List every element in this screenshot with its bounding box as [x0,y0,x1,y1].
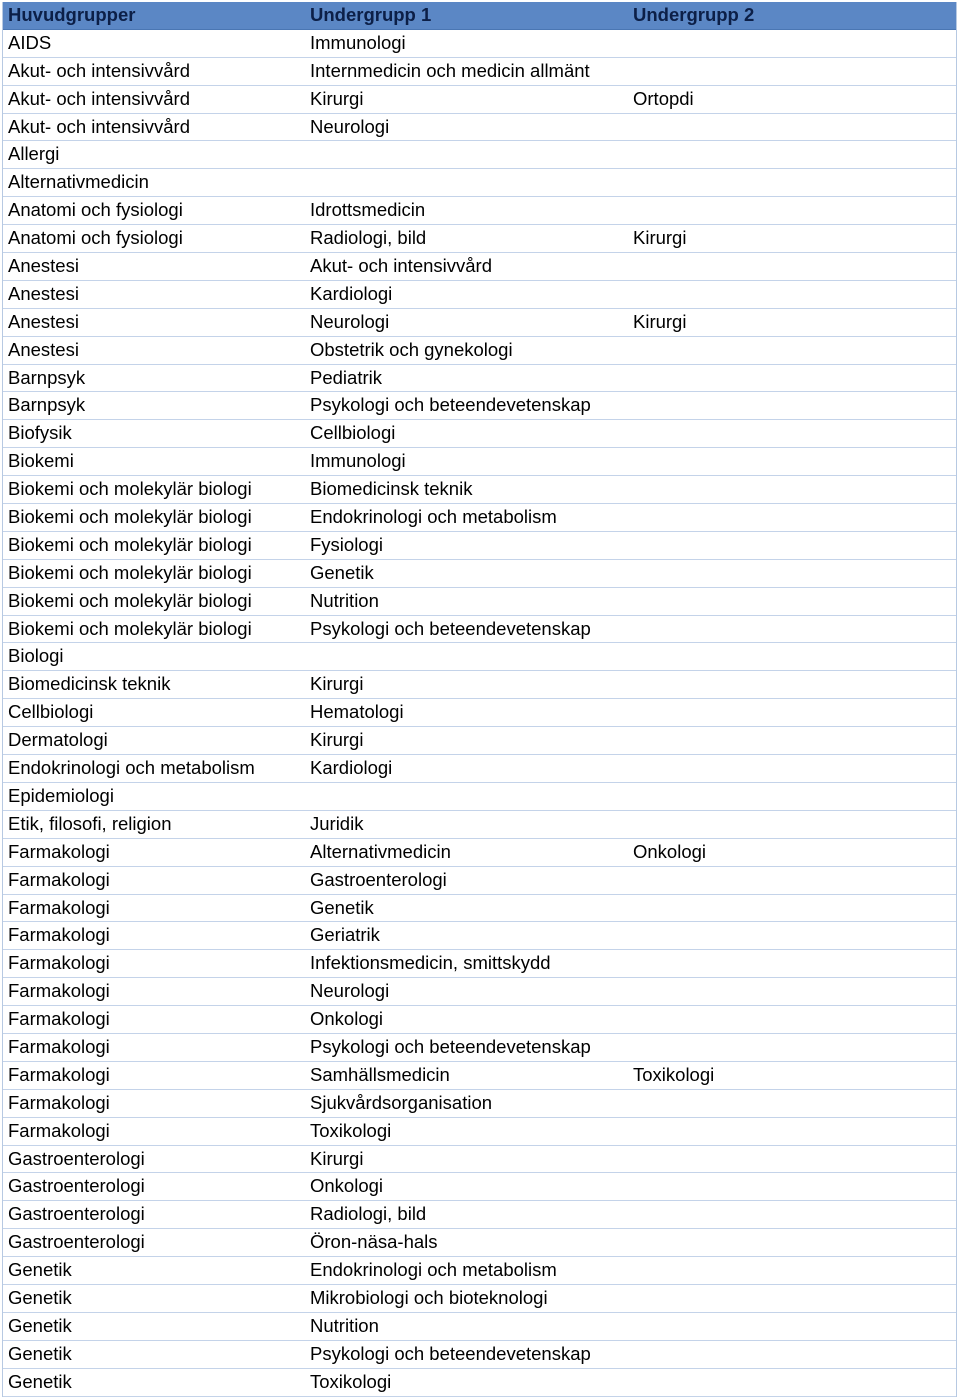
cell-huvudgrupp: Farmakologi [8,1119,110,1141]
cell-undergrupp-1: Toxikologi [310,1119,392,1141]
table-row [3,392,956,420]
cell-undergrupp-1: Neurologi [310,115,390,137]
cell-huvudgrupp: Endokrinologi och metabolism [8,757,255,779]
cell-huvudgrupp: Farmakologi [8,924,110,946]
cell-huvudgrupp: Biokemi och molekylär biologi [8,561,252,583]
cell-undergrupp-2 [628,281,956,308]
table-row [3,1229,956,1257]
cell-undergrupp-1: Biomedicinsk teknik [310,478,473,500]
table-row [3,169,956,197]
cell-undergrupp-1 [305,783,628,810]
cell-huvudgrupp: Farmakologi [8,868,110,890]
cell-undergrupp-2 [628,867,956,894]
cell-huvudgrupp: Gastroenterologi [8,1147,145,1169]
table-row [3,895,956,923]
cell-undergrupp-1: Samhällsmedicin [310,1063,450,1085]
cell-huvudgrupp: Barnpsyk [8,394,86,416]
cell-huvudgrupp: Biokemi och molekylär biologi [8,617,252,639]
cell-undergrupp-2 [628,895,956,922]
cell-huvudgrupp: Farmakologi [8,1008,110,1030]
table-row [3,420,956,448]
table-header-row [3,2,956,30]
table-row [3,811,956,839]
cell-huvudgrupp: Gastroenterologi [8,1175,145,1197]
cell-undergrupp-2 [628,30,956,57]
cell-huvudgrupp: Biokemi och molekylär biologi [8,506,252,528]
table-row [3,783,956,811]
table-row [3,532,956,560]
cell-undergrupp-2 [628,950,956,977]
cell-huvudgrupp: Anestesi [8,310,79,332]
table-row [3,309,956,337]
table-row [3,1173,956,1201]
table-row [3,1369,956,1397]
table-row [3,114,956,142]
table-row [3,699,956,727]
table-row [3,588,956,616]
cell-undergrupp-1: Radiologi, bild [310,227,427,249]
table-row [3,1257,956,1285]
table-row [3,448,956,476]
table-row [3,141,956,169]
table-row [3,867,956,895]
cell-undergrupp-2 [628,727,956,754]
table-row [3,1006,956,1034]
cell-undergrupp-2 [628,1146,956,1173]
cell-undergrupp-2 [628,560,956,587]
table-row [3,476,956,504]
cell-undergrupp-2 [628,755,956,782]
cell-huvudgrupp: AIDS [8,31,52,53]
table-row [3,560,956,588]
cell-undergrupp-2 [628,616,956,643]
cell-undergrupp-2 [628,1034,956,1061]
cell-undergrupp-1: Nutrition [310,589,379,611]
cell-undergrupp-1: Pediatrik [310,366,382,388]
table-row [3,1118,956,1146]
table-row [3,1201,956,1229]
cell-huvudgrupp: Akut- och intensivvård [8,59,191,81]
cell-huvudgrupp: Biomedicinsk teknik [8,673,171,695]
table-row [3,253,956,281]
cell-undergrupp-2 [628,532,956,559]
table-row [3,1090,956,1118]
table-row [3,1285,956,1313]
cell-undergrupp-2 [628,141,956,168]
cell-undergrupp-2 [628,699,956,726]
table-row [3,922,956,950]
cell-huvudgrupp: Farmakologi [8,1063,110,1085]
cell-undergrupp-1: Neurologi [310,310,390,332]
cell-undergrupp-1: Cellbiologi [310,422,396,444]
cell-huvudgrupp: Farmakologi [8,840,110,862]
cell-undergrupp-1: Fysiologi [310,533,383,555]
cell-undergrupp-2 [628,337,956,364]
cell-undergrupp-2 [628,811,956,838]
cell-undergrupp-2 [628,169,956,196]
cell-huvudgrupp: Akut- och intensivvård [8,87,191,109]
cell-undergrupp-2 [628,476,956,503]
cell-huvudgrupp: Cellbiologi [8,701,94,723]
cell-undergrupp-2 [628,1285,956,1312]
cell-undergrupp-2 [628,420,956,447]
table-row [3,671,956,699]
category-table [2,2,957,1397]
cell-huvudgrupp: Farmakologi [8,1091,110,1113]
cell-undergrupp-2 [628,392,956,419]
table-row [3,839,956,867]
cell-undergrupp-2 [628,1369,956,1396]
cell-undergrupp-2 [628,1341,956,1368]
table-row [3,727,956,755]
cell-undergrupp-1 [305,141,628,168]
cell-huvudgrupp: Farmakologi [8,1035,110,1057]
cell-undergrupp-1: Immunologi [310,450,406,472]
cell-huvudgrupp: Barnpsyk [8,366,86,388]
table-row [3,643,956,671]
cell-undergrupp-2: Onkologi [633,840,707,862]
table-row [3,1034,956,1062]
table-row [3,225,956,253]
table-body [3,30,956,1397]
cell-huvudgrupp: Biokemi och molekylär biologi [8,589,252,611]
cell-undergrupp-2: Ortopdi [633,87,694,109]
cell-undergrupp-1: Kirurgi [310,1147,364,1169]
cell-huvudgrupp: Anestesi [8,255,79,277]
cell-undergrupp-2 [628,365,956,392]
cell-undergrupp-2 [628,504,956,531]
cell-undergrupp-2 [628,197,956,224]
cell-undergrupp-2: Toxikologi [633,1063,715,1085]
table-row [3,616,956,644]
cell-undergrupp-2 [628,1118,956,1145]
table-row [3,1062,956,1090]
cell-undergrupp-1: Juridik [310,812,364,834]
cell-huvudgrupp: Gastroenterologi [8,1231,145,1253]
cell-undergrupp-1: Psykologi och beteendevetenskap [310,394,591,416]
cell-undergrupp-2 [628,448,956,475]
cell-undergrupp-2 [628,783,956,810]
table-row [3,365,956,393]
table-row [3,1313,956,1341]
header-undergrupp-2: Undergrupp 2 [633,4,755,25]
cell-huvudgrupp: Allergi [8,143,60,165]
cell-huvudgrupp: Gastroenterologi [8,1203,145,1225]
cell-undergrupp-1 [305,169,628,196]
cell-huvudgrupp: Dermatologi [8,729,108,751]
header-huvudgrupper: Huvudgrupper [8,4,136,25]
cell-undergrupp-2: Kirurgi [633,310,687,332]
table-row [3,1341,956,1369]
table-row [3,30,956,58]
cell-undergrupp-1: Endokrinologi och metabolism [310,1259,557,1281]
cell-undergrupp-2 [628,1229,956,1256]
cell-undergrupp-1: Kirurgi [310,87,364,109]
cell-undergrupp-1: Onkologi [310,1175,384,1197]
table-row [3,197,956,225]
table-row [3,337,956,365]
cell-undergrupp-1: Sjukvårdsorganisation [310,1091,493,1113]
cell-huvudgrupp: Farmakologi [8,952,110,974]
cell-undergrupp-1: Neurologi [310,980,390,1002]
cell-undergrupp-1: Obstetrik och gynekologi [310,338,513,360]
table-row [3,1146,956,1174]
cell-undergrupp-1: Akut- och intensivvård [310,255,493,277]
cell-undergrupp-2 [628,643,956,670]
cell-undergrupp-2 [628,1201,956,1228]
cell-huvudgrupp: Alternativmedicin [8,171,149,193]
cell-huvudgrupp: Biofysik [8,422,72,444]
cell-undergrupp-2 [628,588,956,615]
cell-undergrupp-1: Kardiologi [310,757,393,779]
cell-undergrupp-2 [628,922,956,949]
cell-huvudgrupp: Biokemi och molekylär biologi [8,533,252,555]
cell-huvudgrupp: Anestesi [8,338,79,360]
cell-undergrupp-1: Endokrinologi och metabolism [310,506,557,528]
cell-huvudgrupp: Biokemi och molekylär biologi [8,478,252,500]
cell-huvudgrupp: Anestesi [8,282,79,304]
cell-huvudgrupp: Genetik [8,1286,72,1308]
cell-undergrupp-1 [305,643,628,670]
cell-undergrupp-1: Kardiologi [310,282,393,304]
table-row [3,86,956,114]
cell-undergrupp-2 [628,1173,956,1200]
cell-undergrupp-1: Immunologi [310,31,406,53]
cell-undergrupp-1: Geriatrik [310,924,380,946]
cell-huvudgrupp: Etik, filosofi, religion [8,812,172,834]
cell-undergrupp-1: Kirurgi [310,673,364,695]
cell-undergrupp-1: Onkologi [310,1008,384,1030]
cell-undergrupp-2 [628,58,956,85]
cell-undergrupp-1: Nutrition [310,1314,379,1336]
cell-huvudgrupp: Genetik [8,1370,72,1392]
cell-undergrupp-2 [628,1006,956,1033]
cell-undergrupp-1: Öron-näsa-hals [310,1231,438,1253]
cell-undergrupp-2 [628,978,956,1005]
cell-undergrupp-1: Radiologi, bild [310,1203,427,1225]
cell-undergrupp-2 [628,1257,956,1284]
cell-undergrupp-2 [628,671,956,698]
header-undergrupp-1: Undergrupp 1 [310,4,432,25]
table-row [3,281,956,309]
cell-undergrupp-2 [628,114,956,141]
cell-undergrupp-2 [628,1313,956,1340]
cell-huvudgrupp: Genetik [8,1259,72,1281]
cell-huvudgrupp: Anatomi och fysiologi [8,227,183,249]
cell-undergrupp-2 [628,1090,956,1117]
cell-undergrupp-1: Psykologi och beteendevetenskap [310,1342,591,1364]
cell-undergrupp-1: Infektionsmedicin, smittskydd [310,952,551,974]
cell-undergrupp-1: Idrottsmedicin [310,199,426,221]
cell-undergrupp-1: Genetik [310,561,374,583]
cell-undergrupp-1: Kirurgi [310,729,364,751]
cell-huvudgrupp: Epidemiologi [8,784,114,806]
cell-huvudgrupp: Genetik [8,1314,72,1336]
cell-undergrupp-1: Psykologi och beteendevetenskap [310,617,591,639]
table-row [3,755,956,783]
cell-huvudgrupp: Farmakologi [8,980,110,1002]
cell-undergrupp-1: Gastroenterologi [310,868,447,890]
table-row [3,950,956,978]
cell-huvudgrupp: Farmakologi [8,896,110,918]
table-row [3,58,956,86]
cell-huvudgrupp: Biologi [8,645,64,667]
cell-undergrupp-1: Mikrobiologi och bioteknologi [310,1286,548,1308]
cell-undergrupp-2: Kirurgi [633,227,687,249]
cell-undergrupp-1: Psykologi och beteendevetenskap [310,1035,591,1057]
cell-huvudgrupp: Genetik [8,1342,72,1364]
cell-huvudgrupp: Anatomi och fysiologi [8,199,183,221]
table-row [3,978,956,1006]
cell-huvudgrupp: Akut- och intensivvård [8,115,191,137]
cell-undergrupp-1: Alternativmedicin [310,840,451,862]
cell-undergrupp-1: Toxikologi [310,1370,392,1392]
cell-undergrupp-2 [628,253,956,280]
cell-undergrupp-1: Hematologi [310,701,404,723]
cell-undergrupp-1: Genetik [310,896,374,918]
cell-undergrupp-1: Internmedicin och medicin allmänt [310,59,590,81]
cell-huvudgrupp: Biokemi [8,450,74,472]
table-row [3,504,956,532]
